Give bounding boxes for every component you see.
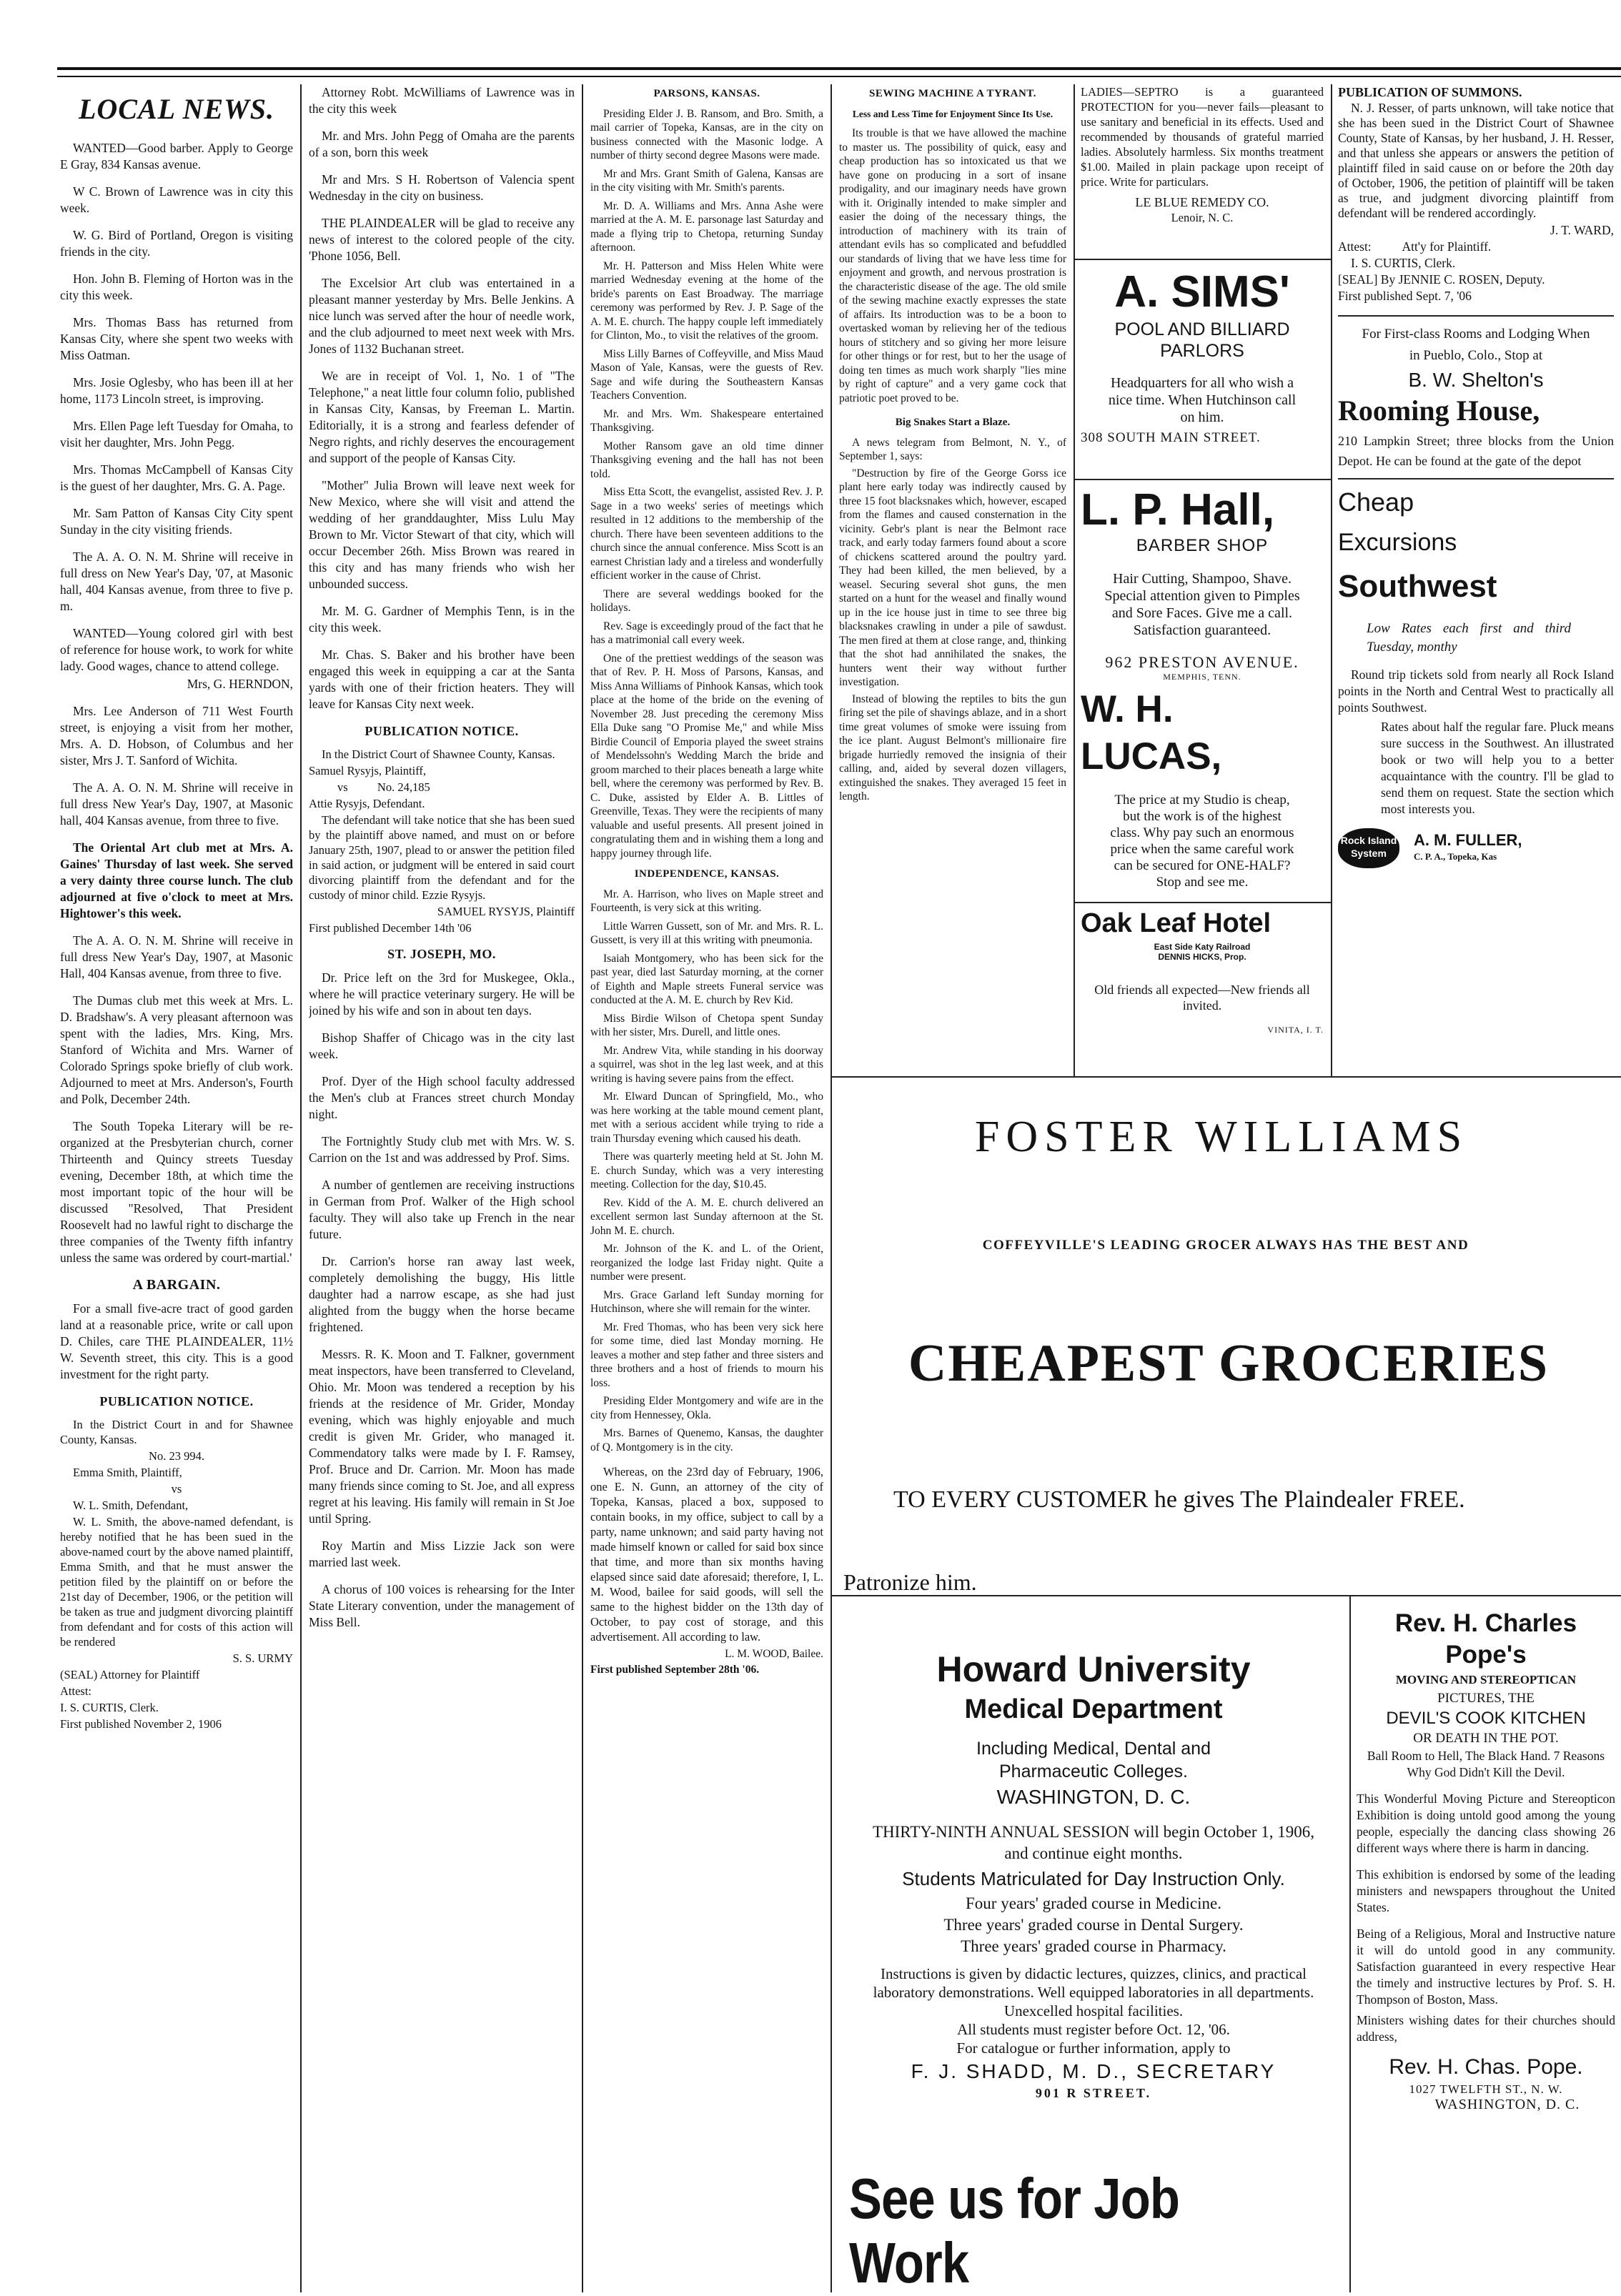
lucas-name: W. H. LUCAS, — [1081, 688, 1222, 777]
notice-line: First published November 2, 1906 — [60, 1717, 222, 1731]
cheap-heading: Cheap — [1338, 487, 1414, 517]
sewing-machine-heading: SEWING MACHINE A TYRANT. — [869, 88, 1036, 99]
ad-rule — [1075, 479, 1331, 480]
news-item: Mr. Elward Duncan of Springfield, Mo., who was here working at the table mound cement plant, met with a serious accident while trying to ride a train Thursday evening which caused his death. — [590, 1090, 823, 1145]
hall-ad — [1081, 484, 1324, 686]
rock-island-footer — [1338, 828, 1614, 868]
news-item: Mr. and Mrs. John Pegg of Omaha are the parents of a son, born this week — [309, 129, 575, 159]
pope-address2: WASHINGTON, D. C. — [1434, 2097, 1580, 2112]
notice-line: No. 23 994. — [149, 1449, 204, 1463]
news-item: Miss Etta Scott, the evangelist, assisted Rev. J. P. Sage in a two weeks' series of meetings which resulted in 12 additions to the membership of the church. There have been seventeen additions to the church since the annual conference. Miss Scott is an earnest Christian lady and a tireless and wonderfully efficient worker in the cause of Christ. — [590, 486, 823, 582]
howard-session: THIRTY-NINTH ANNUAL SESSION will begin October 1, 1906, and continue eight months. — [872, 1823, 1315, 1862]
foster-williams-title: FOSTER WILLIAMS — [974, 1113, 1469, 1161]
notice-line: vs — [171, 1482, 182, 1496]
column-rule — [1331, 84, 1332, 1078]
news-item: The South Topeka Literary will be re-organized at the Presbyterian church, corner Thirteenth and Quincy streets Tuesday evening, December 18th, at which time the most important topic of the hour will be discussed "Resolved, That President Roosevelt had no lawful right to discharge the three companies of the Twenty fifth infantry unless the same was ordered by court-martial.' — [60, 1119, 293, 1265]
news-item: Mr. A. Harrison, who lives on Maple street and Fourteenth, is very sick at this writing. — [590, 888, 823, 914]
column-three — [590, 84, 823, 1687]
pope-address1: 1027 TWELFTH ST., N. W. — [1409, 2082, 1563, 2096]
masthead-rule-thin — [57, 76, 1621, 77]
howard-title: Howard University — [936, 1649, 1251, 1689]
bargain-text: For a small five-acre tract of good garden land at a reasonable price, write or call upon D. Chiles, care THE PLAINDEALER, 11½ W. Seventh street, this city. This is a good investment for the right party. — [60, 1301, 293, 1381]
septro-text: LADIES—SEPTRO is a guaranteed PROTECTION for you—never fails—pleasant to use sanitary and beneficial in its effects. Used and recommended by thousands of grateful married ladies. Absolutely harmless. Six months treatment $1.00. Mailed in plain package upon receipt of price. Write for particulars. — [1081, 85, 1324, 189]
column-rule — [582, 84, 583, 2292]
news-item: Prof. Dyer of the High school faculty addressed the Men's club at Frances street church Monday night. — [309, 1074, 575, 1121]
summons-clerk: I. S. CURTIS, Clerk. — [1351, 256, 1456, 270]
independence-heading: INDEPENDENCE, KANSAS. — [634, 868, 780, 880]
news-item: Presiding Elder J. B. Ransom, and Bro. Smith, a mail carrier of Topeka, Kansas, are in the city on business connected with the Masonic lodge. A number of thirty second degree Masons were made. — [590, 107, 823, 161]
howard-including: Including Medical, Dental and Pharmaceutic Colleges. — [976, 1739, 1211, 1781]
column-rule — [300, 84, 302, 2292]
oakleaf-city: VINITA, I. T. — [1267, 1025, 1324, 1035]
oakleaf-ad — [1081, 905, 1324, 1072]
column-local-news — [60, 84, 293, 1733]
septro-company: LE BLUE REMEDY CO. — [1135, 195, 1269, 209]
bailee-published: First published September 28th '06. — [590, 1663, 760, 1676]
pope-kind2: PICTURES, THE — [1437, 1691, 1535, 1706]
news-item: The Oriental Art club met at Mrs. A. Gaines' Thursday of last week. She served a very dainty three course lunch. The club adjourned at five o'clock to meet at Mrs. Hightower's this week. — [60, 840, 293, 920]
southwest-heading: Southwest — [1338, 569, 1497, 604]
pope-ad — [1357, 1608, 1615, 2287]
sims-body: Headquarters for all who wish a nice time. When Hutchinson call on him. — [1108, 375, 1297, 425]
news-item: Dr. Carrion's horse ran away last week, completely demolishing the buggy, His little daughter had a narrow escape, as she had just alighted from the buggy when the horse became frightened. — [309, 1254, 575, 1334]
shelton-intro: For First-class Rooms and Lodging When in Pueblo, Colo., Stop at — [1362, 327, 1590, 363]
news-item: WANTED—Good barber. Apply to George E Gray, 834 Kansas avenue. — [60, 141, 293, 172]
news-item: The A. A. O. N. M. Shrine will receive in full dress New Year's Day, 1907, at Masonic Hall, 404 Kansas avenue, from three to five. — [60, 933, 293, 980]
shelton-name: B. W. Shelton's — [1408, 369, 1544, 391]
howard-course-pharmacy: Three years' graded course in Pharmacy. — [961, 1937, 1226, 1955]
notice-line: In the District Court of Shawnee County, Kansas. — [322, 747, 555, 761]
news-item: Mrs. Grace Garland left Sunday morning for Hutchinson, where she will remain for the winter. — [590, 1288, 823, 1315]
news-item: The Excelsior Art club was entertained in a pleasant manner yesterday by Mrs. Belle Jenkins. A nice lunch was served after the hour of needle work, and the club adjourned to meet next week with Mrs. Jones of 1132 Buchanan street. — [309, 276, 575, 356]
news-item: Mr. Andrew Vita, while standing in his doorway a squirrel, was shot in the leg last week, and at this writing is having severe pains from the effect. — [590, 1044, 823, 1085]
oakleaf-prop: DENNIS HICKS, Prop. — [1158, 952, 1246, 962]
lucas-ad — [1081, 686, 1324, 900]
notice-line: SAMUEL RYSYJS, Plaintiff — [437, 905, 575, 918]
article-text: A news telegram from Belmont, N. Y., of September 1, says: — [839, 436, 1066, 462]
hall-address: 962 PRESTON AVENUE. — [1105, 653, 1299, 671]
septro-ad — [1081, 84, 1324, 259]
publication-notice-heading: PUBLICATION NOTICE. — [365, 724, 519, 738]
summons-sign: J. T. WARD, — [1550, 223, 1614, 237]
hall-name: L. P. Hall, — [1081, 485, 1275, 535]
news-item: W. G. Bird of Portland, Oregon is visiting friends in the city. — [60, 228, 293, 259]
news-item: Mother Ransom gave an old time dinner Thanksgiving evening and the hall has not been told. — [590, 439, 823, 480]
howard-students: Students Matriculated for Day Instruction Only. — [902, 1868, 1285, 1889]
news-item: Mr and Mrs. Grant Smith of Galena, Kansas are in the city visiting with Mr. Smith's parents. — [590, 167, 823, 194]
news-item: Hon. John B. Fleming of Horton was in the city this week. — [60, 272, 293, 302]
pope-name2: Pope's — [1445, 1641, 1527, 1669]
pope-body5: Ministers wishing dates for their churches should address, — [1357, 2013, 1615, 2044]
news-item: Mr. Chas. S. Baker and his brother have been engaged this week in equipping a car at the Santa yards with one of their friction heaters. They will leave for Kansas City next week. — [309, 647, 575, 711]
pope-body2: This Wonderful Moving Picture and Stereopticon Exhibition is doing untold good among the young people, especially the dancing class showing 26 different ways where there is harm in dancing. — [1357, 1791, 1615, 1855]
howard-street: 901 R STREET. — [1035, 2086, 1152, 2100]
parsons-heading: PARSONS, KANSAS. — [653, 88, 760, 99]
notice-line: Samuel Rysyjs, Plaintiff, — [309, 764, 427, 777]
news-item: Isaiah Montgomery, who has been sick for the past year, died last Saturday morning, at the corner of Eighth and Maple streets Funeral service was conducted at the A. M. E. church by Rev Kid. — [590, 952, 823, 1006]
news-item: Mrs. Thomas Bass has returned from Kansas City, where she spent two weeks with Miss Oatman. — [60, 315, 293, 362]
pope-body3: This exhibition is endorsed by some of the leading ministers and newspapers throughout the United States. — [1357, 1867, 1615, 1914]
ad-rule — [1075, 259, 1331, 260]
shelton-kind: Rooming House, — [1338, 394, 1540, 427]
news-item: W C. Brown of Lawrence was in city this week. — [60, 184, 293, 215]
news-item: WANTED—Young colored girl with best of reference for house work, to work for white lady. Good wages, chance to attend college. — [60, 626, 293, 673]
column-two — [309, 84, 575, 1641]
summons-text: N. J. Resser, of parts unknown, will take notice that she has been sued in the District Court of Shawnee County, State of Kansas, by her husband, J. H. Resser, and that unless she appears or answers the petition of plaintiff filed in said cause on or before the 20th day of October, 1906, the petition of plaintiff will be taken as true, and judgment divorcing plaintiff from defendant will be rendered accordingly. — [1338, 101, 1614, 220]
notice-line: The defendant will take notice that she has been sued by the plaintiff above named, and must on or before January 25th, 1907, plead to or answer the petition filed in said action, or judgment will be entered in said court divorcing plaintiff from the defendant and for the custody of minor child. Ezzie Rysyjs. — [309, 813, 575, 902]
st-joseph-heading: ST. JOSEPH, MO. — [387, 947, 496, 961]
notice-line: Emma Smith, Plaintiff, — [73, 1466, 182, 1479]
lucas-body: The price at my Studio is cheap, but the work is of the highest class. Why pay such an enormous price when the same careful work can be secured for ONE-HALF? Stop and see me. — [1110, 792, 1294, 890]
news-item: Rev. Sage is exceedingly proud of the fact that he has a matrimonial call every week. — [590, 620, 823, 646]
sims-line1: POOL AND BILLIARD — [1114, 319, 1290, 339]
news-item: Mr. M. G. Gardner of Memphis Tenn, is in the city this week. — [309, 604, 575, 635]
notice-line: W. L. Smith, Defendant, — [73, 1499, 189, 1512]
bailee-notice: Whereas, on the 23rd day of February, 1906, one E. N. Gunn, an attorney of the city of Topeka, Kansas, placed a box, supposed to contain books, in my office, subject to call by a party, name unknown; and said party having not made himself known or called for said box since that time, and more than six months having elapsed since said date aforesaid; therefore, I, L. M. Wood, bailee for said goods, will sell the same to the highest bidder on the 13th day of October, to pay cost of storage, and this advertisement. All according to law. — [590, 1465, 823, 1644]
notice-line: vs No. 24,185 — [337, 780, 430, 794]
ad-rule — [1075, 902, 1331, 903]
news-item: Mrs. Josie Oglesby, who has been ill at her home, 1173 Lincoln street, is improving. — [60, 375, 293, 406]
foster-every-customer: TO EVERY CUSTOMER he gives The Plaindealer FREE. — [893, 1486, 1465, 1513]
summons-published: First published Sept. 7, '06 — [1338, 289, 1472, 303]
column-rule — [1074, 84, 1075, 1078]
news-item: The A. A. O. N. M. Shrine will receive in full dress on New Year's Day, '07, at Masonic hall, 404 Kansas avenue, from three to five p. m. — [60, 550, 293, 613]
howard-dept: Medical Department — [964, 1694, 1223, 1724]
notice-line: Attest: — [60, 1684, 91, 1698]
hall-body: Hair Cutting, Shampoo, Shave. Special attention given to Pimples and Sore Faces. Give me a call. Satisfaction guaranteed. — [1104, 571, 1300, 638]
summons-seal: [SEAL] By JENNIE C. ROSEN, Deputy. — [1338, 272, 1545, 287]
ad-rule — [1338, 478, 1614, 479]
news-item: THE PLAINDEALER will be glad to receive any news of interest to the colored people of the city. 'Phone 1056, Bell. — [309, 216, 575, 263]
news-item: There was quarterly meeting held at St. John M. E. church Sunday, which was a very interesting meeting. Collection for the day, $10.45. — [590, 1151, 823, 1191]
hall-kind: BARBER SHOP — [1136, 536, 1269, 555]
news-item: Dr. Price left on the 3rd for Muskegee, Okla., where he will practice veterinary surgery. He will be joined by his wife and son in about ten days. — [309, 970, 575, 1018]
column-rule — [1349, 1595, 1351, 2292]
pope-name1: Rev. H. Charles — [1394, 1609, 1577, 1637]
news-item: A number of gentlemen are receiving instructions in German from Prof. Walker of the High school faculty. They will also take up French in the near future. — [309, 1178, 575, 1241]
publication-notice — [60, 1417, 293, 1731]
pope-sign: Rev. H. Chas. Pope. — [1389, 2055, 1583, 2079]
howard-secretary: F. J. SHADD, M. D., SECRETARY — [911, 2060, 1277, 2082]
news-item: Mr. D. A. Williams and Mrs. Anna Ashe were married at the A. M. E. parsonage last Saturday and made a flying trip to Chetopa, returning Sunday afternoon. — [590, 199, 823, 254]
news-item: Attorney Robt. McWilliams of Lawrence was in the city this week — [309, 85, 575, 116]
news-item-signature: Mrs, G. HERNDON, — [187, 677, 293, 691]
sims-name: A. SIMS' — [1114, 267, 1290, 317]
column-rule — [831, 84, 832, 2292]
notice-line: S. S. URMY — [232, 1651, 293, 1665]
notice-line: (SEAL) Attorney for Plaintiff — [60, 1668, 200, 1681]
oakleaf-line: East Side Katy Railroad — [1154, 942, 1251, 952]
sims-address: 308 SOUTH MAIN STREET. — [1081, 430, 1261, 445]
sewing-machine-subhead: Less and Less Time for Enjoyment Since Its Use. — [852, 108, 1054, 119]
news-item: Mr. Fred Thomas, who has been very sick here for some time, died last Monday morning. He leaves a mother and step father and three sisters and three brothers and a host of friends to mourn his loss. — [590, 1321, 823, 1389]
news-item: Messrs. R. K. Moon and T. Falkner, government meat inspectors, have been transferred to Cleveland, Ohio. Mr. Moon was tendered a reception by his friends at the residence of Mr. Grider, Monday evening, which was highly enjoyable and much credit is given Mr. Grider, who managed it. Commendatory talks were made by I. F. Ramsey, Prof. Bruce and Dr. Carrion. Mr. Moon has made many friends since coming to St. Joe, and all express regret at his leaving. His family will remain in St Joe until Spring. — [309, 1347, 575, 1526]
column-four — [839, 84, 1066, 1070]
howard-city: WASHINGTON, D. C. — [996, 1786, 1191, 1808]
news-item: "Mother" Julia Brown will leave next week for New Mexico, where she will visit and attend the wedding of her granddaughter, Miss Lulu May Brown to Mr. Victor Stewart of that city, which will occur December 26th. Miss Brown was reared in this city and has many friends who wish her unbounded success. — [309, 478, 575, 591]
bailee-signature: L. M. WOOD, Bailee. — [725, 1648, 823, 1660]
oakleaf-body: Old friends all expected—New friends all invited. — [1094, 983, 1310, 1013]
summons-heading: PUBLICATION OF SUMMONS. — [1338, 85, 1522, 99]
pope-body4: Being of a Religious, Moral and Instructive nature it will do untold good in any community. Satisfaction guaranteed in every respective Hear the timely and instructive lectures by Prof. S. H. Thompson of Boston, Mass. — [1357, 1927, 1615, 2007]
howard-catalogue: For catalogue or further information, apply to — [956, 2039, 1231, 2057]
agent-place: C. P. A., Topeka, Kas — [1414, 851, 1497, 862]
column-six — [1338, 84, 1614, 1075]
agent-name: A. M. FULLER, — [1414, 831, 1522, 849]
pope-body1: Ball Room to Hell, The Black Hand. 7 Reasons Why God Didn't Kill the Devil. — [1367, 1749, 1605, 1779]
howard-course-dental: Three years' graded course in Dental Surgery. — [943, 1916, 1244, 1934]
local-news-heading: LOCAL NEWS. — [78, 93, 274, 125]
howard-university-ad — [843, 1647, 1344, 2119]
notice-line: W. L. Smith, the above-named defendant, is hereby notified that he has been sued in the above-named court by the above named plaintiff, Emma Smith, and that he must answer the petition filed by the plaintiff on or before the 21st day of December, 1906, or the petition will be taken as true and judgment divorcing plaintiff from defendant and for costs of this action will be rendered — [60, 1515, 293, 1649]
news-item: Mr. Johnson of the K. and L. of the Orient, reorganized the lodge last Friday night. Quite a number were present. — [590, 1243, 823, 1283]
article-text: Its trouble is that we have allowed the machine to master us. The possibility of quick, easy and cheap production has so intoxicated us that we have gone on producing in a sort of insane prodigality, and our imaginary needs have grown with it. Originally intended to make simpler and easier the doing of the necessary things, the introduction of machinery with its train of attendant evils has so complicated and befuddled our standards of living that we have less time for enjoyment and growth, and nervous prostration is the characteristic disease of the age. The old smile of the sewing machine exactly expresses the state of affairs. Its introduction was to be a boon to overtasked woman by relieving her of the tedious hours of stitchery and so giving her more leisure for other things or for rest, but to her the usage of doing ten times as much work sharply "lies mine by right of capture" and a very game cock that patriotic poet proved to be. — [839, 127, 1066, 404]
publication-notice-heading: PUBLICATION NOTICE. — [99, 1394, 254, 1408]
snakes-heading: Big Snakes Start a Blaze. — [895, 417, 1011, 428]
news-item: A chorus of 100 voices is rehearsing for the Inter State Literary convention, under the management of Miss Bell. — [309, 1582, 575, 1629]
news-item: The Fortnightly Study club met with Mrs. W. S. Carrion on the 1st and was addressed by Prof. Sims. — [309, 1134, 575, 1165]
pope-kind3: DEVIL'S COOK KITCHEN — [1386, 1709, 1586, 1728]
news-item: Mrs. Lee Anderson of 711 West Fourth street, is enjoying a visit from her mother, Mrs. A. D. Hobson, of Columbus and her sister, Mrs J. T. Sanford of Wichita. — [60, 704, 293, 767]
article-text: "Destruction by fire of the George Gorss ice plant here early today was indirectly caused by three 15 foot blacksnakes which, however, escaped from the flames and caused consternation in the vicinity. Gebr's plant is near the Belmont race track, and early today farmers found about a score of chickens scattered around the poultry yard. They had been killed, the men believed, by a weasel. Securing several shot guns, the men started on a hunt for the weasel and finally wound up in the ice house just in time to see three big blacksnakes crawling in under a pile of sawdust. The men fired at them at close range, and, thinking that the shot had annihilated the snakes, the hunters went their way without further investigation. — [839, 467, 1066, 688]
low-rates: Low Rates each first and third Tuesday, monthy — [1367, 621, 1571, 655]
article-text: Instead of blowing the reptiles to bits the gun firing set the pile of shavings ablaze, and in a short time great volumes of smoke were issuing from the ice plant. August Belmont's millionaire fire brigade hurriedly removed the insignia of their calling, and, aided by several dozen villagers, extinguished the snakes. They averaged 15 feet in length. — [839, 692, 1066, 802]
notice-line: In the District Court in and for Shawnee County, Kansas. — [60, 1418, 293, 1446]
news-item: One of the prettiest weddings of the season was that of Rev. P. H. Moss of Parsons, Kansas, and Miss Anna Williams of Pinhook Kansas, which took place at the home of the bride on the evening of November 28. Just preceding the ceremony Miss Ella Duke sang "O Promise Me," and while Miss Birdie Council of Emporia played the sweet strains of Mendelssohn's Wedding March the bride and groom marched to their places beneath a large white bell, where the ceremony was performed by Rev. B. C. Duke, assisted by Elder A. B. Littles of Greenville, Texas. They were the recipients of many valuable and useful presents. All present joined in congratulating them and in wishing them a long and happy journey through life. — [590, 652, 823, 860]
rock-island-logo: Rock Island System — [1338, 828, 1399, 868]
sims-line2: PARLORS — [1160, 341, 1244, 361]
news-item: Presiding Elder Montgomery and wife are in the city from Hennessey, Okla. — [590, 1395, 823, 1421]
shelton-body: 210 Lampkin Street; three blocks from the Union Depot. He can be found at the gate of the depot — [1338, 434, 1614, 468]
summons-attest: Attest: Att'y for Plaintiff. — [1338, 239, 1492, 254]
oakleaf-name: Oak Leaf Hotel — [1081, 908, 1271, 938]
ad-rule — [1338, 315, 1614, 317]
bargain-heading: A BARGAIN. — [132, 1277, 221, 1293]
news-item: The A. A. O. N. M. Shrine will receive in full dress New Year's Day, 1907, at Masonic hall, 404 Kansas avenue, from three to five. — [60, 780, 293, 828]
news-item: Miss Birdie Wilson of Chetopa spent Sunday with her sister, Mrs. Durell, and little ones. — [590, 1012, 823, 1038]
howard-course-medicine: Four years' graded course in Medicine. — [966, 1894, 1221, 1912]
news-item: Mrs. Ellen Page left Tuesday for Omaha, to visit her daughter, Mrs. John Pegg. — [60, 419, 293, 449]
news-item: Mrs. Barnes of Quenemo, Kansas, the daughter of Q. Montgomery is in the city. — [590, 1427, 823, 1453]
notice-line: I. S. CURTIS, Clerk. — [60, 1701, 159, 1714]
pope-kind4: OR DEATH IN THE POT. — [1413, 1731, 1559, 1746]
news-item: The Dumas club met this week at Mrs. L. D. Bradshaw's. A very pleasant afternoon was spent with the ladies, Mrs. King, Mrs. Stanford of Wichita and Mrs. Warner of Colorado Springs spoke briefly of club work. Adjourned to meet at Mrs. Anderson's, Fourth and Polk, December 24th. — [60, 993, 293, 1106]
hall-city: MEMPHIS, TENN. — [1163, 672, 1241, 682]
news-item: Mr. H. Patterson and Miss Helen White were married Wednesday evening at the home of the bride's parents on East Broadway. The marriage ceremony was performed by Rev. J. P. Sage of the A. M. E. church. The happy couple left immediately for Clinton, Mo., to visit the relatives of the groom. — [590, 259, 823, 342]
cheapest-groceries: CHEAPEST GROCERIES — [908, 1334, 1550, 1393]
news-item: There are several weddings booked for the holidays. — [590, 587, 823, 614]
septro-city: Lenoir, N. C. — [1171, 211, 1234, 224]
howard-register: All students must register before Oct. 12, '06. — [957, 2021, 1230, 2038]
notice-line: First published December 14th '06 — [309, 921, 472, 935]
news-item: We are in receipt of Vol. 1, No. 1 of "The Telephone," a neat little four column folio, published in Kansas City, Kansas, by Freeman L. Martin. Editorially, it is a strong and fearless defender of Negro rights, and richly deserves the encouragement and support of the people of Kansas City. — [309, 369, 575, 465]
news-item: Mr. Sam Patton of Kansas City City spent Sunday in the city visiting friends. — [60, 506, 293, 537]
notice-line: Attie Rysyjs, Defendant. — [309, 797, 425, 810]
rock-island-body: Round trip tickets sold from nearly all Rock Island points in the North and Central West to practically all points Southwest. — [1338, 667, 1614, 715]
news-item: Bishop Shaffer of Chicago was in the city last week. — [309, 1030, 575, 1061]
howard-instruction: Instructions is given by didactic lectures, quizzes, clinics, and practical laboratory demonstrations. Well equipped laboratories in all departments. Unexcelled hospital facilities. — [873, 1965, 1314, 2019]
news-item: Mrs. Thomas McCampbell of Kansas City is the guest of her daughter, Mrs. G. A. Page. — [60, 462, 293, 493]
news-item: Roy Martin and Miss Lizzie Jack son were married last week. — [309, 1539, 575, 1569]
foster-patronize: Patronize him. — [843, 1569, 977, 1595]
pope-kind1: MOVING AND STEREOPTICAN — [1395, 1673, 1577, 1686]
news-item: Mr and Mrs. S H. Robertson of Valencia spent Wednesday in the city on business. — [309, 172, 575, 203]
masthead-rule — [57, 67, 1621, 70]
news-item: Little Warren Gussett, son of Mr. and Mrs. R. L. Gussett, is very ill at this writing with pneumonia. — [590, 920, 823, 946]
excursions-heading: Excursions — [1338, 529, 1457, 556]
news-item: Miss Lilly Barnes of Coffeyville, and Miss Maud Mason of Yale, Kansas, were the guests of Rev. Sage and wife during the Southeastern Kansas Teachers Convention. — [590, 347, 823, 402]
job-work-ad: See us for Job Work — [849, 2167, 1180, 2295]
publication-notice — [309, 747, 575, 935]
news-item: Mr. and Mrs. Wm. Shakespeare entertained Thanksgiving. — [590, 407, 823, 434]
news-item: Rev. Kidd of the A. M. E. church delivered an excellent sermon last Sunday afternoon at the St. John M. E. church. — [590, 1196, 823, 1237]
sims-ad — [1081, 266, 1324, 480]
rock-island-body2: Rates about half the regular fare. Pluck means sure success in the Southwest. An illustrated book or two will help you to a better acquaintance with the country. I'll be glad to send them on request. State the section which most interests you. — [1381, 720, 1614, 816]
ad-rule — [832, 1076, 1621, 1078]
foster-tagline: COFFEYVILLE'S LEADING GROCER ALWAYS HAS THE BEST AND — [982, 1238, 1469, 1253]
